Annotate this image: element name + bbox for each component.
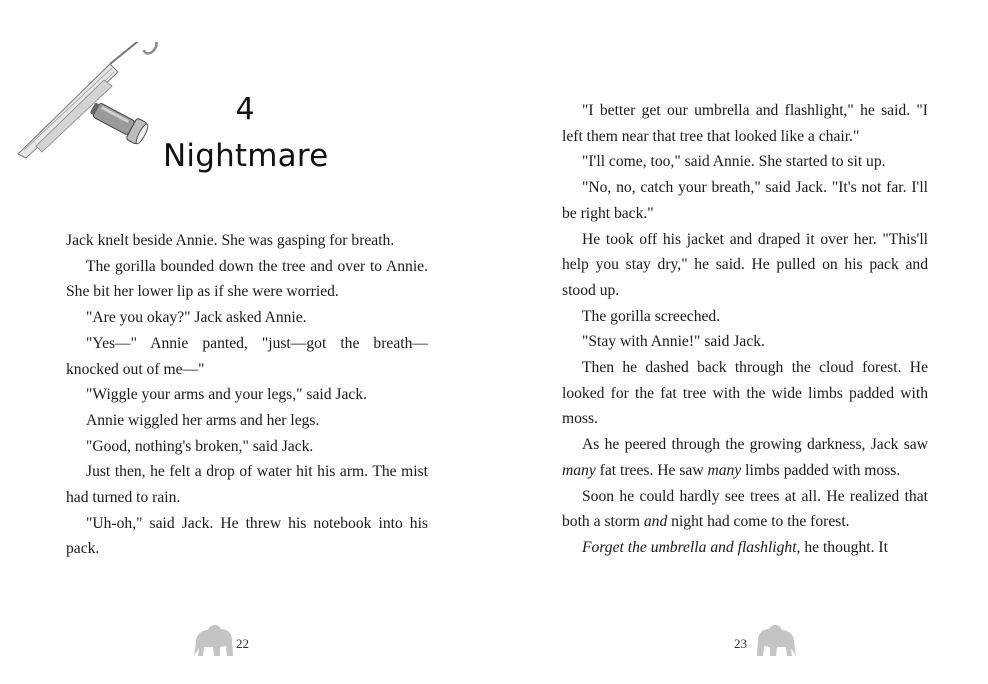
paragraph: Then he dashed back through the cloud forest. He looked for the fat tree with the wide limbs padded with moss.	[562, 359, 928, 428]
paragraph: Jack knelt beside Annie. She was gasping for breath.	[66, 232, 395, 249]
left-page-text	[66, 228, 428, 562]
gorilla-icon	[190, 620, 236, 660]
right-folio	[734, 620, 814, 662]
right-page	[494, 0, 988, 684]
paragraph: "I'll come, too," said Annie. She started to sit up.	[582, 153, 886, 171]
emphasis: Forget the umbrella and flashlight	[582, 538, 797, 556]
emphasis: many	[562, 461, 596, 479]
emphasis: and	[643, 513, 668, 531]
paragraph: Forget the umbrella and flashlight, he thought. It	[582, 538, 888, 556]
chapter-title: Nightmare	[163, 138, 329, 174]
right-page-text	[562, 98, 928, 561]
paragraph: Soon he could hardly see trees at all. He realized that both a storm and night had come to the forest.	[562, 487, 928, 531]
paragraph: He took off his jacket and draped it over her. "This'll help you stay dry," he said. He pulled on his pack and stood up.	[562, 230, 928, 299]
paragraph: "Uh-oh," said Jack. He threw his notebook into his pack.	[66, 514, 428, 558]
emphasis: many	[707, 461, 742, 479]
umbrella-flashlight-icon	[14, 42, 164, 162]
paragraph: "Wiggle your arms and your legs," said Jack.	[86, 386, 368, 404]
paragraph: "Are you okay?" Jack asked Annie.	[86, 309, 307, 327]
page-number: 22	[236, 636, 249, 651]
paragraph: Just then, he felt a drop of water hit his arm. The mist had turned to rain.	[66, 463, 428, 507]
page-number: 23	[734, 636, 747, 651]
paragraph: "Stay with Annie!" said Jack.	[582, 333, 765, 351]
paragraph: Annie wiggled her arms and her legs.	[86, 411, 320, 429]
paragraph: "Good, nothing's broken," said Jack.	[86, 437, 314, 455]
paragraph: As he peered through the growing darkness, Jack saw many fat trees. He saw many limbs padded with moss.	[562, 436, 928, 479]
paragraph: "I better get our umbrella and flashlight," he said. "I left them near that tree that looked like a chair."	[562, 102, 928, 145]
chapter-number: 4	[235, 92, 255, 127]
paragraph: The gorilla bounded down the tree and over to Annie. She bit her lower lip as if she were worried.	[66, 257, 428, 301]
left-folio	[190, 620, 270, 662]
paragraph: The gorilla screeched.	[582, 307, 721, 325]
paragraph: "Yes—" Annie panted, "just—got the breath—knocked out of me—"	[66, 334, 428, 378]
gorilla-icon	[754, 620, 800, 660]
paragraph: "No, no, catch your breath," said Jack. "It's not far. I'll be right back."	[562, 179, 928, 222]
